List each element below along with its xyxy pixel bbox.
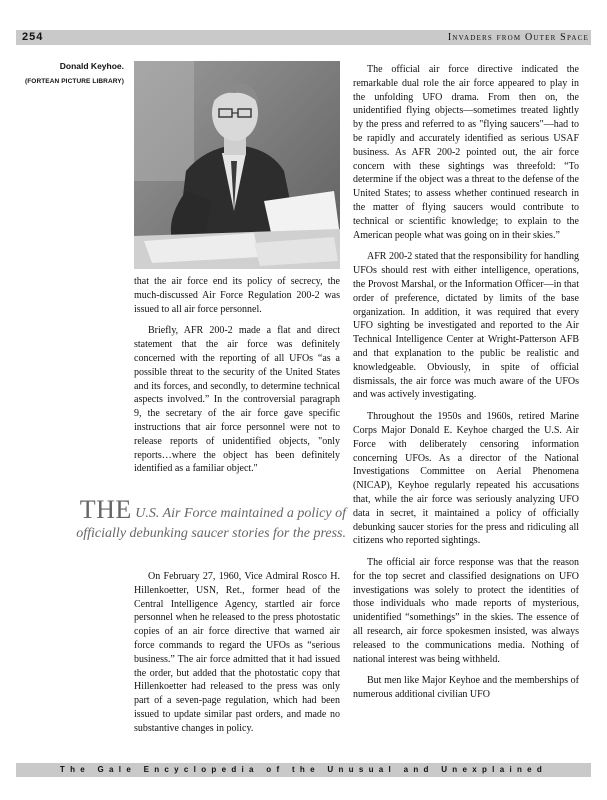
photo-caption <box>20 60 124 88</box>
paragraph: But men like Major Keyhoe and the memberships of numerous additional civilian UFO <box>353 675 579 701</box>
keyhoe-photo <box>134 61 340 269</box>
right-column <box>353 63 579 710</box>
footer-text: The Gale Encyclopedia of the Unusual and Unexplained <box>59 765 548 774</box>
left-column-bottom <box>134 570 340 744</box>
pull-quote <box>76 495 346 544</box>
paragraph: AFR 200-2 stated that the responsibility for handling UFOs should rest with either intelligence, operations, the Provost Marshal, or the Information Officer—in that order of preference, dictated by limits of the base organization. In addition, it was required that every UFO sighting be investigated and reported to the Air Technical Intelligence Center at Wright-Patterson AFB and that explanation to the public be realistic and knowledgeable. Obviously, in spite of official dismissals, the air force was much aware of the UFOs and was actively investigating. <box>353 251 579 401</box>
left-column-top <box>134 275 340 484</box>
portrait-image <box>134 61 340 269</box>
caption-credit: (FORTEAN PICTURE LIBRARY) <box>24 78 124 85</box>
caption-name: Donald Keyhoe. <box>59 61 124 71</box>
paragraph: The official air force response was that the reason for the top secret and classified designations on UFO investigations was solely to protect the identities of those individuals who made reports of mysterious, unidentified “somethings” in the skies. The essence of all research, air force spokesmen insisted, was always released to the communications media. Nothing of national interest was being withheld. <box>353 557 579 665</box>
running-head: Invaders from Outer Space <box>447 32 589 43</box>
paragraph: that the air force end its policy of secrecy, the much-discussed Air Force Regulation 200-2 was issued to all air force personnel. <box>134 276 340 315</box>
pull-quote-lead: THE <box>79 495 132 524</box>
paragraph: Throughout the 1950s and 1960s, retired Marine Corps Major Donald E. Keyhoe charged the U.S. Air Force with deliberately censoring information concerning UFOs. As a director of the National Investigations Committee on Aerial Phenomena (NICAP), Keyhoe regularly repeated his accusations that, while the air force was seriously analyzing UFO data in secret, it maintained a policy of officially debunking saucer stories for the press and ridiculing all citizens who reported sightings. <box>353 411 579 547</box>
page-number: 254 <box>22 31 44 43</box>
paragraph: The official air force directive indicated the remarkable dual role the air force appeared to play in the unfolding UFO drama. From then on, the unidentified flying objects—sometimes treated lightly by the press and referred to as "flying saucers"—had to be rapidly and accurately identified as serious USAF business. As AFR 200-2 pointed out, the air force concern with these sightings was threefold: “To determine if the object was a threat to the defense of the United States; to assess whether continued research in the matter of flying saucers would contribute to technical or scientific knowledge; to explain to the American people what was going on in their skies.” <box>353 64 579 241</box>
paragraph: Briefly, AFR 200-2 made a flat and direct statement that the air force was definitely concerned with the reporting of all UFOs “as a possible threat to the security of the United States and its forces, and secondly, to determine technical aspects involved.” In the controversial paragraph 9, the secretary of the air force gave specific instructions that air force personnel were not to release reports of unidentified objects, "only reports…where the object has been definitely identified as a familiar object." <box>134 325 340 475</box>
paragraph: On February 27, 1960, Vice Admiral Rosco H. Hillenkoetter, USN, Ret., former head of the Central Intelligence Agency, startled air force personnel when he released to the press photostatic copies of an air force directive that warned air force commands to regard the UFOs as “serious business.” The air force admitted that it had issued the order, but added that the photostatic copy that Hillenkoetter had released to the press was only part of a seven-page regulation, which had been issued to update similar past orders, and made no substantive changes in policy. <box>134 571 340 734</box>
pull-quote-text: U.S. Air Force maintained a policy of officially debunking saucer stories for the press. <box>76 506 346 541</box>
